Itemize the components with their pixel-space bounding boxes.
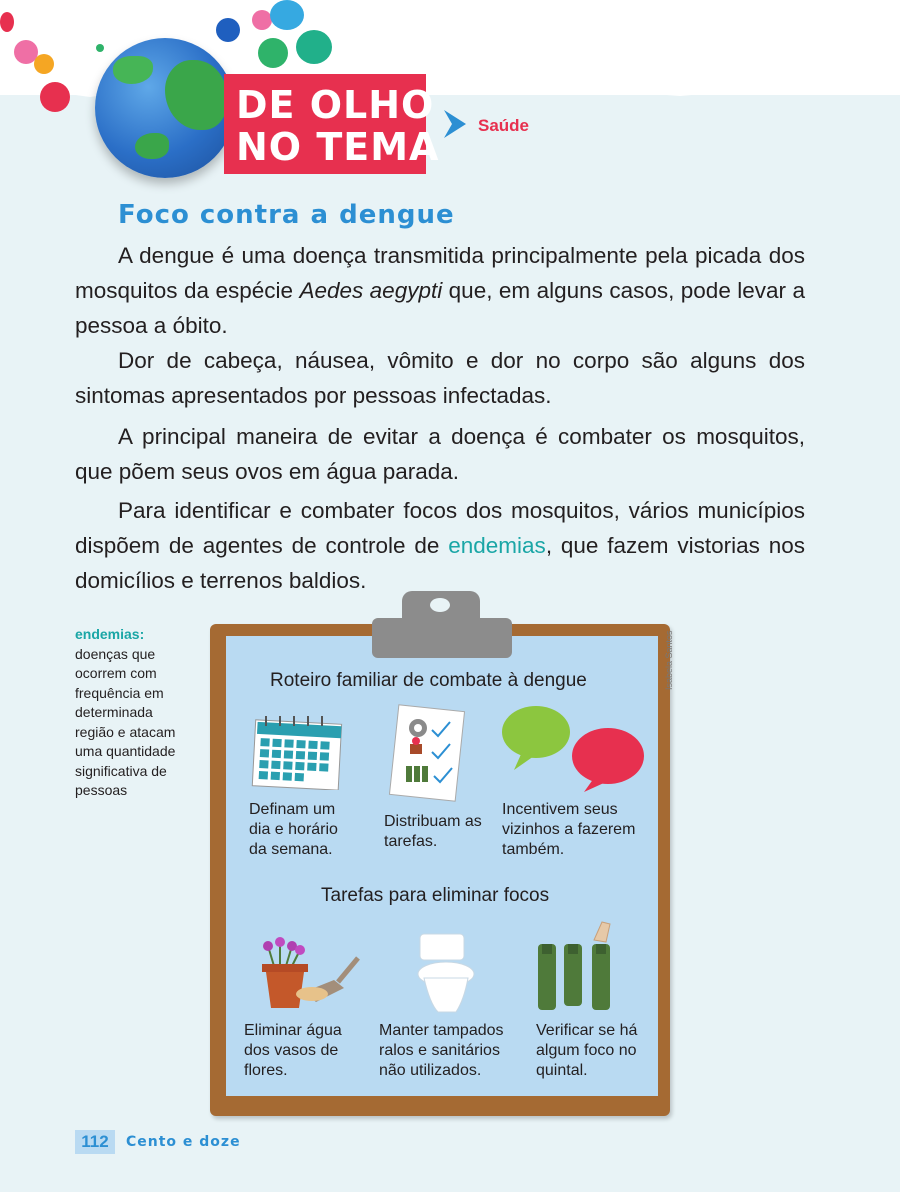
paragraph-3: A principal maneira de evitar a doença é combater os mosquitos, que põem seus ovos em água parada. — [75, 424, 805, 484]
glossary-definition: doenças que ocorrem com frequência em determinada região e atacam uma quantidade significativa de pessoas — [75, 645, 176, 798]
section-label: Saúde — [478, 116, 530, 135]
step-caption-3: Incentivem seus vizinhos a fazerem também. — [502, 801, 636, 858]
section-banner — [224, 74, 440, 174]
task-caption-1: Eliminar água dos vasos de flores. — [244, 1022, 342, 1079]
task-caption-3: Verificar se há algum foco no quintal. — [536, 1022, 638, 1079]
glossary-term: endemias: — [75, 626, 145, 642]
paragraph-4: Para identificar e combater focos dos mosquitos, vários municípios dispõem de agentes de controle de endemias, que fazem vistorias nos domicílios e terrenos baldios. — [75, 498, 805, 593]
decorative-ball — [96, 44, 104, 52]
bottles-icon — [534, 918, 624, 1014]
task-caption-2: Manter tampados ralos e sanitários não utilizados. — [379, 1022, 504, 1079]
banner-line-2: NO TEMA — [236, 125, 440, 169]
page-number: 112 — [75, 1130, 115, 1154]
page-number-words: Cento e doze — [126, 1134, 241, 1150]
decorative-ball — [296, 30, 332, 64]
glossary-box — [75, 625, 185, 801]
species-name: Aedes aegypti — [299, 278, 443, 303]
banner-line-1: DE OLHO — [236, 83, 435, 127]
paragraph-2: Dor de cabeça, náusea, vômito e dor no corpo são alguns dos sintomas apresentados por pessoas infectadas. — [75, 348, 805, 408]
chevron-right-icon — [440, 108, 470, 140]
decorative-ball — [34, 54, 54, 74]
speech-bubbles-icon — [500, 704, 648, 794]
decorative-ball — [258, 38, 288, 68]
decorative-ball — [40, 82, 70, 112]
calendar-icon — [250, 714, 350, 790]
decorative-ball — [252, 10, 272, 30]
decorative-ball — [216, 18, 240, 42]
step-caption-1: Definam um dia e horário da semana. — [249, 801, 338, 858]
step-caption-2: Distribuam as tarefas. — [384, 813, 482, 850]
decorative-ball — [0, 12, 14, 32]
article-title: Foco contra a dengue — [118, 200, 455, 230]
illustration-credit: Isabela Santos — [664, 630, 674, 690]
routine-heading: Roteiro familiar de combate à dengue — [270, 670, 587, 691]
tasks-heading: Tarefas para eliminar focos — [321, 885, 550, 906]
toilet-icon — [410, 930, 480, 1020]
paragraph-1: A dengue é uma doença transmitida principalmente pela picada dos mosquitos da espécie Aedes aegypti que, em alguns casos, pode levar a pessoa a óbito. — [75, 243, 805, 338]
globe-icon — [95, 38, 235, 178]
decorative-ball — [270, 0, 304, 30]
clipboard-clip-hole — [430, 598, 450, 612]
glossary-term-link[interactable]: endemias — [448, 533, 546, 558]
checklist-icon — [386, 704, 472, 804]
flower-pot-icon — [254, 936, 366, 1016]
